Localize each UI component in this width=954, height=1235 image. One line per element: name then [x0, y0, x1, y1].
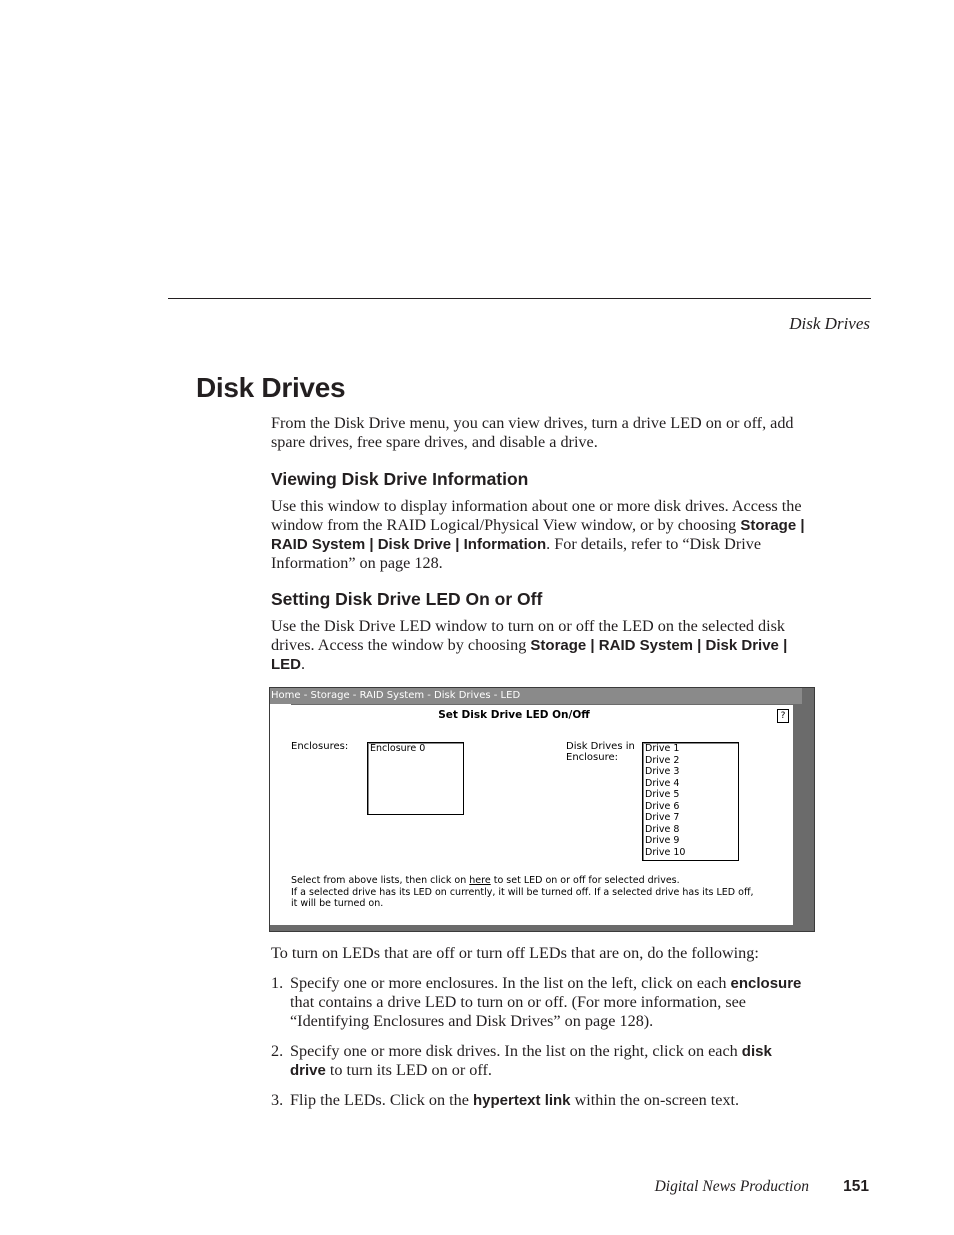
led-window-screenshot [269, 687, 815, 932]
list-item[interactable]: Drive 7 [645, 812, 680, 823]
instruction-message [291, 875, 791, 910]
footer-book-title: Digital News Production [654, 1178, 809, 1195]
led-paragraph [271, 617, 811, 674]
list-item[interactable]: Drive 9 [645, 835, 680, 846]
message-text: to set LED on or off for selected drives. [490, 875, 680, 886]
disk-drives-label-line1: Disk Drives in [566, 741, 635, 752]
step-item [271, 974, 811, 1031]
list-item[interactable]: Drive 3 [645, 766, 680, 777]
help-icon[interactable]: ? [777, 709, 789, 723]
drives-listbox[interactable] [642, 742, 739, 861]
header-rule [168, 298, 871, 299]
list-item[interactable]: Drive 4 [645, 777, 680, 789]
step-text: that contains a drive LED to turn on or off. (For more information, see “Identifying Enclosures and Disk Drives” on page 128). [290, 993, 746, 1030]
list-item[interactable]: Drive 8 [645, 823, 680, 835]
message-text: Select from above lists, then click on [291, 875, 470, 886]
step-text: to turn its LED on or off. [325, 1061, 492, 1079]
led-window-panel [291, 705, 793, 925]
steps-intro: To turn on LEDs that are off or turn off LEDs that are on, do the following: [271, 944, 759, 962]
intro-text: From the Disk Drive menu, you can view drives, turn a drive LED on or off, add spare drives, free spare drives, and disable a drive. [271, 414, 794, 451]
step-text: Specify one or more disk drives. In the list on the right, click on each [290, 1042, 742, 1060]
section-title: Disk Drives [196, 372, 346, 403]
steps-section [271, 944, 811, 1110]
viewing-menu-path: Storage | RAID System | Disk Drive | Information [271, 517, 805, 553]
page-number: 151 [843, 1178, 869, 1195]
list-item[interactable]: Enclosure 0 [370, 743, 426, 754]
message-line-3: it will be turned on. [291, 898, 384, 909]
step-ui-term: hypertext link [473, 1092, 571, 1109]
led-text-a: Use the Disk Drive LED window to turn on or off the LED on the selected disk drives. Access the window by choosing [271, 617, 786, 654]
viewing-heading: Viewing Disk Drive Information [271, 469, 529, 489]
disk-drives-label [566, 741, 635, 763]
step-text: within the on-screen text. [570, 1091, 740, 1109]
step-ui-term: enclosure [730, 975, 802, 992]
viewing-section [271, 470, 811, 573]
step-number: 3. [271, 1091, 284, 1109]
steps-list [271, 974, 811, 1110]
step-number: 2. [271, 1042, 284, 1060]
step-text: Specify one or more enclosures. In the list on the left, click on each [290, 974, 731, 992]
disk-drives-label-line2: Enclosure: [566, 752, 619, 763]
list-item[interactable]: Drive 10 [645, 846, 686, 858]
led-section [271, 590, 811, 674]
list-item[interactable]: Drive 5 [645, 789, 680, 800]
step-text: Flip the LEDs. Click on the [290, 1091, 473, 1109]
led-text-b: . [301, 655, 306, 673]
list-item[interactable]: Drive 2 [645, 754, 680, 766]
message-line-1 [291, 875, 791, 887]
step-item [271, 1091, 811, 1110]
list-item[interactable]: Drive 1 [645, 743, 680, 754]
enclosures-label: Enclosures: [291, 741, 349, 752]
message-line-2: If a selected drive has its LED on currently, it will be turned off. If a selected drive has its LED off, [291, 886, 754, 898]
step-number: 1. [271, 974, 284, 992]
list-item[interactable]: Drive 6 [645, 800, 680, 812]
here-link[interactable]: here [469, 875, 491, 886]
window-title: Set Disk Drive LED On/Off [438, 709, 590, 721]
viewing-paragraph [271, 497, 811, 573]
breadcrumb[interactable]: Home - Storage - RAID System - Disk Drives - LED [270, 688, 802, 704]
led-heading: Setting Disk Drive LED On or Off [271, 589, 543, 609]
intro-paragraph [271, 414, 811, 452]
led-menu-path: Storage | RAID System | Disk Drive | LED [271, 637, 788, 673]
left-strip [270, 704, 291, 925]
viewing-text-a: Use this window to display information about one or more disk drives. Access the window from the RAID Logical/Physical View window, or by choosing [271, 497, 802, 534]
step-item [271, 1042, 811, 1080]
viewing-text-b: . For details, refer to “Disk Drive Information” on page 128. [271, 535, 762, 572]
step-ui-term: disk drive [290, 1043, 772, 1079]
running-head: Disk Drives [789, 314, 870, 333]
enclosures-listbox[interactable] [367, 742, 464, 815]
